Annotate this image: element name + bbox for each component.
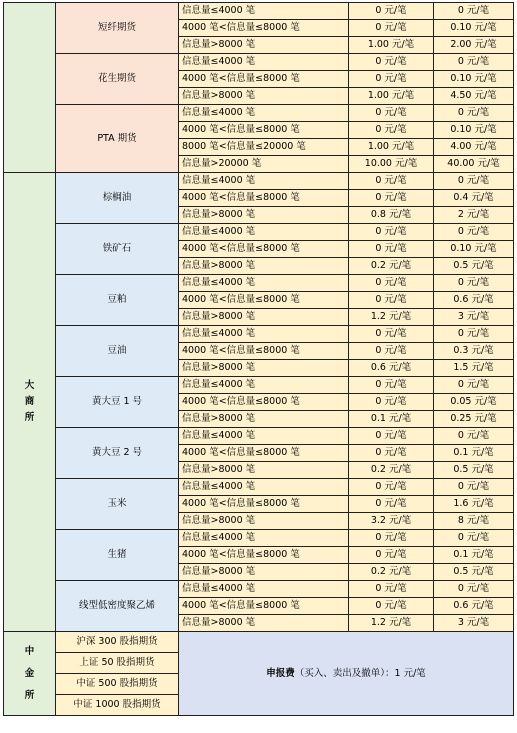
product-name: 中证 500 股指期货 <box>56 674 179 695</box>
table-row <box>4 54 514 71</box>
fee-value-a: 0 元/笔 <box>349 598 434 615</box>
tier-condition: 信息量≤4000 笔 <box>179 377 349 394</box>
tier-condition: 信息量>8000 笔 <box>179 462 349 479</box>
table-row <box>4 173 514 190</box>
product-name: 豆油 <box>56 326 179 377</box>
tier-condition: 信息量≤4000 笔 <box>179 275 349 292</box>
fee-value-a: 0 元/笔 <box>349 479 434 496</box>
fee-value-a: 0 元/笔 <box>349 377 434 394</box>
tier-condition: 信息量≤4000 笔 <box>179 105 349 122</box>
fee-value-a: 0.2 元/笔 <box>349 564 434 581</box>
tier-condition: 信息量≤4000 笔 <box>179 224 349 241</box>
fee-value-a: 0.2 元/笔 <box>349 462 434 479</box>
tier-condition: 信息量>8000 笔 <box>179 564 349 581</box>
fee-value-a: 0 元/笔 <box>349 292 434 309</box>
tier-condition: 信息量>20000 笔 <box>179 156 349 173</box>
tier-condition: 4000 笔<信息量≤8000 笔 <box>179 496 349 513</box>
dashang-exchange-cell <box>4 173 56 632</box>
fee-value-b: 0 元/笔 <box>434 275 514 292</box>
table-row <box>4 105 514 122</box>
fee-value-a: 0 元/笔 <box>349 3 434 20</box>
fee-value-b: 0.3 元/笔 <box>434 343 514 360</box>
tier-condition: 信息量≤4000 笔 <box>179 326 349 343</box>
table-row <box>4 326 514 343</box>
tier-condition: 4000 笔<信息量≤8000 笔 <box>179 71 349 88</box>
product-name: 铁矿石 <box>56 224 179 275</box>
fee-table-body <box>4 3 514 716</box>
fee-value-b: 0.1 元/笔 <box>434 445 514 462</box>
product-name: 黄大豆 2 号 <box>56 428 179 479</box>
tier-condition: 8000 笔<信息量≤20000 笔 <box>179 139 349 156</box>
fee-value-b: 0 元/笔 <box>434 54 514 71</box>
tier-condition: 信息量>8000 笔 <box>179 207 349 224</box>
product-name: 短纤期货 <box>56 3 179 54</box>
fee-value-a: 0 元/笔 <box>349 547 434 564</box>
fee-value-b: 3 元/笔 <box>434 615 514 632</box>
fee-value-b: 0.5 元/笔 <box>434 258 514 275</box>
product-name: 黄大豆 1 号 <box>56 377 179 428</box>
fee-value-b: 4.00 元/笔 <box>434 139 514 156</box>
fee-value-b: 0.10 元/笔 <box>434 241 514 258</box>
tier-condition: 信息量>8000 笔 <box>179 37 349 54</box>
fee-value-b: 0 元/笔 <box>434 105 514 122</box>
fee-value-b: 2 元/笔 <box>434 207 514 224</box>
exchange-char: 商 <box>24 396 35 407</box>
tier-condition: 4000 笔<信息量≤8000 笔 <box>179 547 349 564</box>
fee-value-a: 0 元/笔 <box>349 326 434 343</box>
fee-value-a: 0 元/笔 <box>349 190 434 207</box>
tier-condition: 信息量>8000 笔 <box>179 360 349 377</box>
product-name: 沪深 300 股指期货 <box>56 632 179 653</box>
fee-value-a: 0 元/笔 <box>349 224 434 241</box>
tier-condition: 4000 笔<信息量≤8000 笔 <box>179 292 349 309</box>
tier-condition: 信息量≤4000 笔 <box>179 479 349 496</box>
fee-value-a: 1.00 元/笔 <box>349 37 434 54</box>
fee-value-b: 0.4 元/笔 <box>434 190 514 207</box>
product-name: 线型低密度聚乙烯 <box>56 581 179 632</box>
tier-condition: 信息量>8000 笔 <box>179 513 349 530</box>
fee-value-b: 1.6 元/笔 <box>434 496 514 513</box>
table-row <box>4 632 514 653</box>
fee-value-b: 0 元/笔 <box>434 428 514 445</box>
fee-value-b: 0.6 元/笔 <box>434 598 514 615</box>
product-name: 豆粕 <box>56 275 179 326</box>
fee-value-b: 0.25 元/笔 <box>434 411 514 428</box>
table-row <box>4 275 514 292</box>
fee-value-a: 0 元/笔 <box>349 428 434 445</box>
exchange-char: 大 <box>24 380 35 391</box>
fee-value-a: 0.1 元/笔 <box>349 411 434 428</box>
tier-condition: 4000 笔<信息量≤8000 笔 <box>179 394 349 411</box>
tier-condition: 4000 笔<信息量≤8000 笔 <box>179 445 349 462</box>
product-name: 玉米 <box>56 479 179 530</box>
exchange-char: 所 <box>24 689 35 701</box>
tier-condition: 信息量≤4000 笔 <box>179 54 349 71</box>
table-row <box>4 530 514 547</box>
fee-value-b: 0 元/笔 <box>434 581 514 598</box>
fee-value-a: 0 元/笔 <box>349 122 434 139</box>
table-row <box>4 3 514 20</box>
tier-condition: 信息量>8000 笔 <box>179 411 349 428</box>
fee-value-a: 0.8 元/笔 <box>349 207 434 224</box>
fee-value-a: 1.00 元/笔 <box>349 88 434 105</box>
tier-condition: 信息量>8000 笔 <box>179 615 349 632</box>
fee-value-b: 0.05 元/笔 <box>434 394 514 411</box>
tier-condition: 信息量>8000 笔 <box>179 88 349 105</box>
fee-value-a: 0 元/笔 <box>349 496 434 513</box>
fee-value-a: 0 元/笔 <box>349 530 434 547</box>
fee-value-a: 10.00 元/笔 <box>349 156 434 173</box>
fee-value-b: 0.1 元/笔 <box>434 547 514 564</box>
fee-value-b: 0.10 元/笔 <box>434 71 514 88</box>
fee-value-a: 3.2 元/笔 <box>349 513 434 530</box>
fee-value-b: 0 元/笔 <box>434 3 514 20</box>
fee-value-a: 0 元/笔 <box>349 71 434 88</box>
exchange-char: 所 <box>24 412 35 423</box>
table-row <box>4 224 514 241</box>
fee-value-a: 0 元/笔 <box>349 445 434 462</box>
product-name: 上证 50 股指期货 <box>56 653 179 674</box>
fee-value-b: 8 元/笔 <box>434 513 514 530</box>
fee-value-b: 0 元/笔 <box>434 173 514 190</box>
fee-value-b: 0 元/笔 <box>434 530 514 547</box>
tier-condition: 4000 笔<信息量≤8000 笔 <box>179 20 349 37</box>
product-name: 棕榈油 <box>56 173 179 224</box>
fee-value-b: 0.10 元/笔 <box>434 20 514 37</box>
table-row <box>4 428 514 445</box>
fee-value-a: 1.2 元/笔 <box>349 615 434 632</box>
tier-condition: 信息量>8000 笔 <box>179 309 349 326</box>
cffex-fee-note <box>179 632 514 716</box>
fee-value-a: 0 元/笔 <box>349 54 434 71</box>
exchange-char: 中 <box>24 645 35 657</box>
fee-value-b: 2.00 元/笔 <box>434 37 514 54</box>
tier-condition: 信息量≤4000 笔 <box>179 3 349 20</box>
fee-value-b: 0 元/笔 <box>434 479 514 496</box>
tier-condition: 信息量>8000 笔 <box>179 258 349 275</box>
fee-value-b: 0.5 元/笔 <box>434 462 514 479</box>
tier-condition: 信息量≤4000 笔 <box>179 581 349 598</box>
tier-condition: 信息量≤4000 笔 <box>179 173 349 190</box>
tier-condition: 信息量≤4000 笔 <box>179 530 349 547</box>
zhengshang-exchange-cell <box>4 3 56 173</box>
fee-value-a: 0.2 元/笔 <box>349 258 434 275</box>
product-name: 花生期货 <box>56 54 179 105</box>
exchange-char: 金 <box>24 667 35 679</box>
fee-value-b: 0 元/笔 <box>434 377 514 394</box>
tier-condition: 4000 笔<信息量≤8000 笔 <box>179 343 349 360</box>
fee-value-b: 4.50 元/笔 <box>434 88 514 105</box>
fee-value-a: 0 元/笔 <box>349 394 434 411</box>
note-label: 申报费 <box>266 667 295 679</box>
fee-value-b: 40.00 元/笔 <box>434 156 514 173</box>
fee-value-b: 0.6 元/笔 <box>434 292 514 309</box>
fee-value-b: 0 元/笔 <box>434 326 514 343</box>
product-name: 生猪 <box>56 530 179 581</box>
fee-table <box>3 2 514 716</box>
fee-value-a: 0 元/笔 <box>349 173 434 190</box>
tier-condition: 4000 笔<信息量≤8000 笔 <box>179 122 349 139</box>
zhongjin-exchange-cell <box>4 632 56 716</box>
fee-value-b: 0 元/笔 <box>434 224 514 241</box>
fee-value-a: 0 元/笔 <box>349 105 434 122</box>
fee-value-b: 0.5 元/笔 <box>434 564 514 581</box>
fee-value-a: 0 元/笔 <box>349 20 434 37</box>
fee-value-b: 1.5 元/笔 <box>434 360 514 377</box>
tier-condition: 4000 笔<信息量≤8000 笔 <box>179 241 349 258</box>
product-name: PTA 期货 <box>56 105 179 173</box>
tier-condition: 4000 笔<信息量≤8000 笔 <box>179 598 349 615</box>
fee-value-a: 0 元/笔 <box>349 275 434 292</box>
fee-value-a: 0 元/笔 <box>349 241 434 258</box>
fee-value-a: 0 元/笔 <box>349 581 434 598</box>
table-row <box>4 479 514 496</box>
fee-value-a: 0.6 元/笔 <box>349 360 434 377</box>
fee-value-b: 3 元/笔 <box>434 309 514 326</box>
note-text: （买入、卖出及撤单）：1 元/笔 <box>294 667 426 679</box>
fee-value-a: 1.2 元/笔 <box>349 309 434 326</box>
table-row <box>4 377 514 394</box>
table-row <box>4 581 514 598</box>
product-name: 中证 1000 股指期货 <box>56 695 179 716</box>
fee-value-b: 0.10 元/笔 <box>434 122 514 139</box>
fee-value-a: 1.00 元/笔 <box>349 139 434 156</box>
fee-value-a: 0 元/笔 <box>349 343 434 360</box>
tier-condition: 4000 笔<信息量≤8000 笔 <box>179 190 349 207</box>
tier-condition: 信息量≤4000 笔 <box>179 428 349 445</box>
